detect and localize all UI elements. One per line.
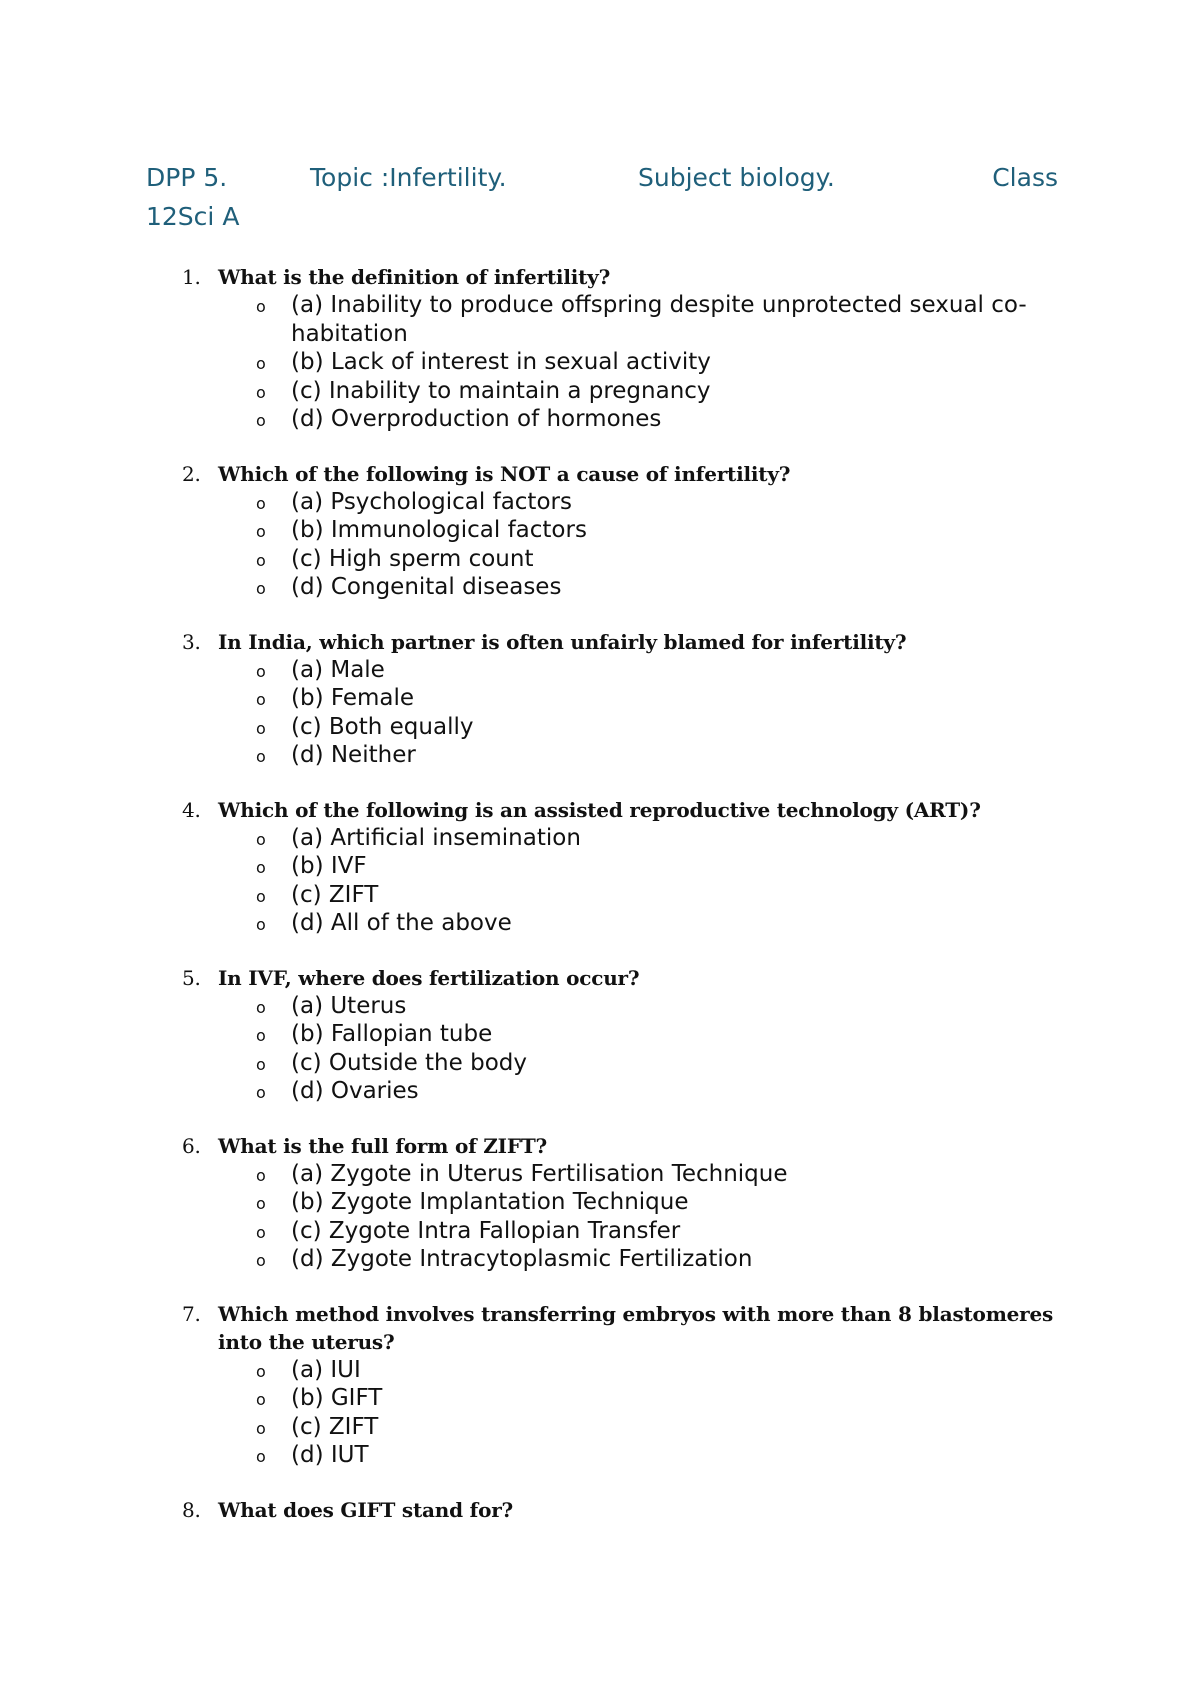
circle-bullet-icon: o (256, 522, 266, 541)
option-text: (b) Zygote Implantation Technique (291, 1189, 689, 1215)
question-text: 7. Which method involves transferring embryos with more than 8 blastomeres into the uterus? (182, 1301, 1054, 1354)
answer-option (146, 824, 1058, 853)
option-text: (a) Zygote in Uterus Fertilisation Technique (291, 1160, 788, 1187)
class-label: Class (992, 163, 1058, 192)
answer-option (146, 1384, 1058, 1413)
option-text: (c) ZIFT (291, 881, 379, 908)
question-item (146, 1300, 1058, 1470)
question-item (146, 628, 1058, 770)
circle-bullet-icon: o (256, 915, 266, 934)
circle-bullet-icon: o (256, 297, 266, 316)
question-number: 5. (182, 965, 201, 990)
answer-option (146, 1441, 1058, 1470)
question-text: 8. What does GIFT stand for? (182, 1497, 514, 1522)
option-list (146, 488, 1058, 602)
circle-bullet-icon: o (256, 886, 266, 906)
option-text: (c) Both equally (291, 713, 474, 740)
answer-option (146, 741, 1058, 770)
answer-option (146, 545, 1058, 574)
question-item (146, 1132, 1058, 1274)
circle-bullet-icon: o (256, 1361, 266, 1381)
circle-bullet-icon: o (256, 493, 266, 513)
question-text: 3. In India, which partner is often unfairly blamed for infertility? (182, 629, 907, 654)
option-text: (b) IVF (291, 853, 367, 879)
question-number: 2. (182, 461, 201, 486)
option-text: (b) Fallopian tube (291, 1021, 493, 1047)
circle-bullet-icon: o (256, 1083, 266, 1102)
option-list (146, 824, 1058, 938)
answer-option (146, 713, 1058, 742)
worksheet-header (146, 158, 1058, 236)
circle-bullet-icon: o (256, 829, 266, 849)
option-text: (b) Lack of interest in sexual activity (291, 349, 711, 375)
subject-label: Subject biology. (638, 163, 835, 192)
question-item (146, 460, 1058, 602)
option-text: (c) ZIFT (291, 1413, 379, 1440)
option-text: (d) All of the above (291, 910, 512, 936)
question-text: 2. Which of the following is NOT a cause of infertility? (182, 461, 791, 486)
circle-bullet-icon: o (256, 690, 266, 709)
answer-option (146, 348, 1058, 377)
option-text: (b) GIFT (291, 1385, 383, 1411)
option-text: (b) Female (291, 685, 415, 711)
question-text: 5. In IVF, where does fertilization occur? (182, 965, 640, 990)
circle-bullet-icon: o (256, 718, 266, 738)
question-item (146, 796, 1058, 938)
answer-option (146, 852, 1058, 881)
question-number: 1. (182, 265, 201, 289)
circle-bullet-icon: o (256, 1165, 266, 1185)
question-number: 6. (182, 1133, 201, 1158)
question-text: 6. What is the full form of ZIFT? (182, 1133, 548, 1158)
question-item (146, 964, 1058, 1106)
option-text: (a) IUI (291, 1356, 361, 1383)
circle-bullet-icon: o (256, 382, 266, 402)
answer-option (146, 909, 1058, 938)
option-text: (d) Neither (291, 742, 416, 768)
circle-bullet-icon: o (256, 858, 266, 877)
option-list (146, 291, 1058, 434)
answer-option (146, 1245, 1058, 1274)
answer-option (146, 684, 1058, 713)
question-text: 1. What is the definition of infertility? (182, 265, 611, 289)
question-number: 8. (182, 1497, 201, 1522)
circle-bullet-icon: o (256, 1418, 266, 1438)
circle-bullet-icon: o (256, 1447, 266, 1466)
option-text: (a) Artificial insemination (291, 824, 581, 851)
answer-option (146, 405, 1058, 434)
circle-bullet-icon: o (256, 1390, 266, 1409)
answer-option (146, 1049, 1058, 1078)
answer-option (146, 1020, 1058, 1049)
circle-bullet-icon: o (256, 1251, 266, 1270)
circle-bullet-icon: o (256, 1222, 266, 1242)
circle-bullet-icon: o (256, 747, 266, 766)
class-section: 12Sci A (146, 202, 240, 231)
answer-option (146, 656, 1058, 685)
option-text: (d) Overproduction of hormones (291, 406, 662, 432)
circle-bullet-icon: o (256, 579, 266, 598)
answer-option (146, 881, 1058, 910)
answer-option (146, 488, 1058, 517)
circle-bullet-icon: o (256, 997, 266, 1017)
circle-bullet-icon: o (256, 1054, 266, 1074)
option-text: (a) Male (291, 656, 385, 683)
circle-bullet-icon: o (256, 661, 266, 681)
answer-option (146, 1217, 1058, 1246)
option-text: (d) IUT (291, 1442, 369, 1468)
answer-option (146, 1160, 1058, 1189)
circle-bullet-icon: o (256, 354, 266, 373)
option-text: (b) Immunological factors (291, 517, 587, 543)
option-text: (d) Zygote Intracytoplasmic Fertilization (291, 1246, 753, 1272)
topic-label: Topic :Infertility. (310, 163, 507, 192)
option-text: (d) Congenital diseases (291, 574, 562, 600)
circle-bullet-icon: o (256, 1194, 266, 1213)
circle-bullet-icon: o (256, 411, 266, 430)
answer-option (146, 1356, 1058, 1385)
answer-option (146, 1188, 1058, 1217)
option-text: (c) Inability to maintain a pregnancy (291, 377, 711, 404)
question-number: 4. (182, 797, 201, 822)
option-text: (a) Psychological factors (291, 488, 572, 515)
answer-option (146, 1077, 1058, 1106)
answer-option (146, 291, 1058, 348)
answer-option (146, 377, 1058, 406)
option-text: (a) Inability to produce offspring despite unprotected sexual co-habitation (291, 292, 1027, 347)
question-list (146, 263, 1058, 1550)
answer-option (146, 992, 1058, 1021)
answer-option (146, 1413, 1058, 1442)
option-list (146, 1160, 1058, 1274)
option-text: (c) Outside the body (291, 1049, 527, 1076)
option-text: (d) Ovaries (291, 1078, 419, 1104)
question-item (146, 263, 1058, 434)
option-text: (a) Uterus (291, 992, 407, 1019)
question-number: 7. (182, 1301, 201, 1326)
option-list (146, 656, 1058, 770)
answer-option (146, 516, 1058, 545)
option-list (146, 1356, 1058, 1470)
question-text: 4. Which of the following is an assisted reproductive technology (ART)? (182, 797, 981, 822)
option-text: (c) Zygote Intra Fallopian Transfer (291, 1217, 681, 1244)
circle-bullet-icon: o (256, 550, 266, 570)
circle-bullet-icon: o (256, 1026, 266, 1045)
dpp-number: DPP 5. (146, 163, 228, 192)
question-number: 3. (182, 629, 201, 654)
option-list (146, 992, 1058, 1106)
answer-option (146, 573, 1058, 602)
question-item (146, 1496, 1058, 1524)
option-text: (c) High sperm count (291, 545, 534, 572)
